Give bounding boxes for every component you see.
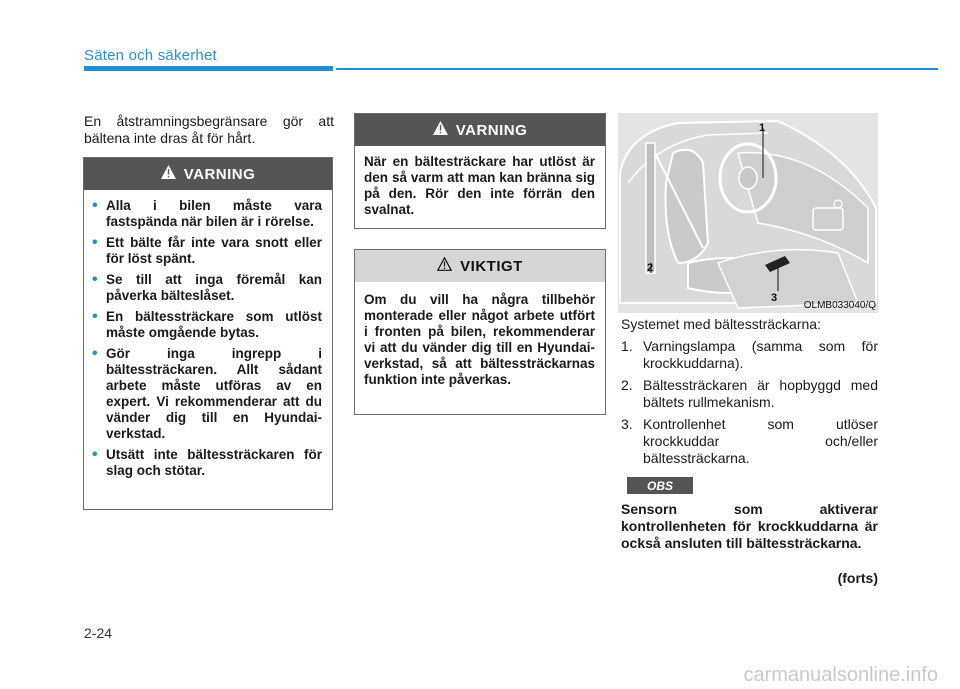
warning-heading: VARNING [183, 165, 256, 183]
obs-badge: OBS [627, 477, 693, 494]
warning-item: • Se till att inga föremål kan påverka bälteslåset. [92, 272, 322, 304]
system-list [621, 338, 878, 472]
callout-1: 1 [759, 122, 766, 134]
important-header [355, 250, 605, 282]
warning-list [92, 198, 322, 479]
system-list-intro: Systemet med bältessträckarna: [621, 316, 821, 332]
warning-heading: VARNING [455, 121, 528, 139]
system-list-item: 1. Varningslampa (samma som för krockkuddarna). [621, 338, 878, 371]
important-text: Om du vill ha några tillbehör monterade eller något arbete utfört i fronten på bilen, rekommenderar vi att du vänder dig till en Hyundai-verkstad, så att bältessträckarnas funktion inte påverkas. [364, 292, 595, 387]
important-heading: VIKTIGT [460, 257, 523, 275]
continued-label: (forts) [837, 570, 878, 586]
section-title: Säten och säkerhet [84, 47, 217, 64]
important-box [354, 249, 606, 415]
caution-triangle-icon [437, 257, 452, 275]
header-bar [84, 66, 333, 71]
warning-item: • En bältessträckare som utlöst måste omgående bytas. [92, 309, 322, 341]
warning-item: • Ett bälte får inte vara snott eller för löst spänt. [92, 235, 322, 267]
warning-triangle-icon [433, 121, 448, 139]
callout-3: 3 [771, 292, 778, 304]
page-number: 2-24 [84, 625, 113, 641]
header-rule [336, 68, 938, 70]
watermark: carmanualsonline.info [743, 664, 938, 686]
figure-code: OLMB033040/Q [803, 300, 876, 311]
system-list-item: 3. Kontrollenhet som utlöser krockkuddar och/eller bältessträckarna. [621, 416, 878, 466]
warning-text: När en bältesträckare har utlöst är den så varm att man kan bränna sig på den. Rör den inte förrän den svalnat. [364, 154, 595, 217]
warning-header [84, 158, 332, 190]
warning-header [355, 114, 605, 146]
warning-item: • Gör inga ingrepp i bältessträckaren. Allt sådant arbete måste utföras av en expert. Vi rekommenderar att du vänder dig till en Hyundai-verkstad. [92, 346, 322, 442]
warning-triangle-icon [161, 165, 176, 183]
callout-2: 2 [647, 262, 654, 274]
warning-item: • Alla i bilen måste vara fastspända när bilen är i rörelse. [92, 198, 322, 230]
warning-box-left [83, 157, 333, 510]
system-list-item: 2. Bältessträckaren är hopbyggd med bältets rullmekanism. [621, 377, 878, 410]
obs-text: Sensorn som aktiverar kontrollenheten för krockkuddarna är också ansluten till bältessträckarna. [621, 501, 878, 551]
warning-box-mid [354, 113, 606, 229]
intro-paragraph: En åtstramningsbegränsare gör att bältena inte dras åt för hårt. [84, 113, 334, 146]
warning-item: • Utsätt inte bältessträckaren för slag och stötar. [92, 447, 322, 479]
seatbelt-pretensioner-illustration [618, 113, 878, 313]
car-interior-drawing [618, 113, 878, 313]
